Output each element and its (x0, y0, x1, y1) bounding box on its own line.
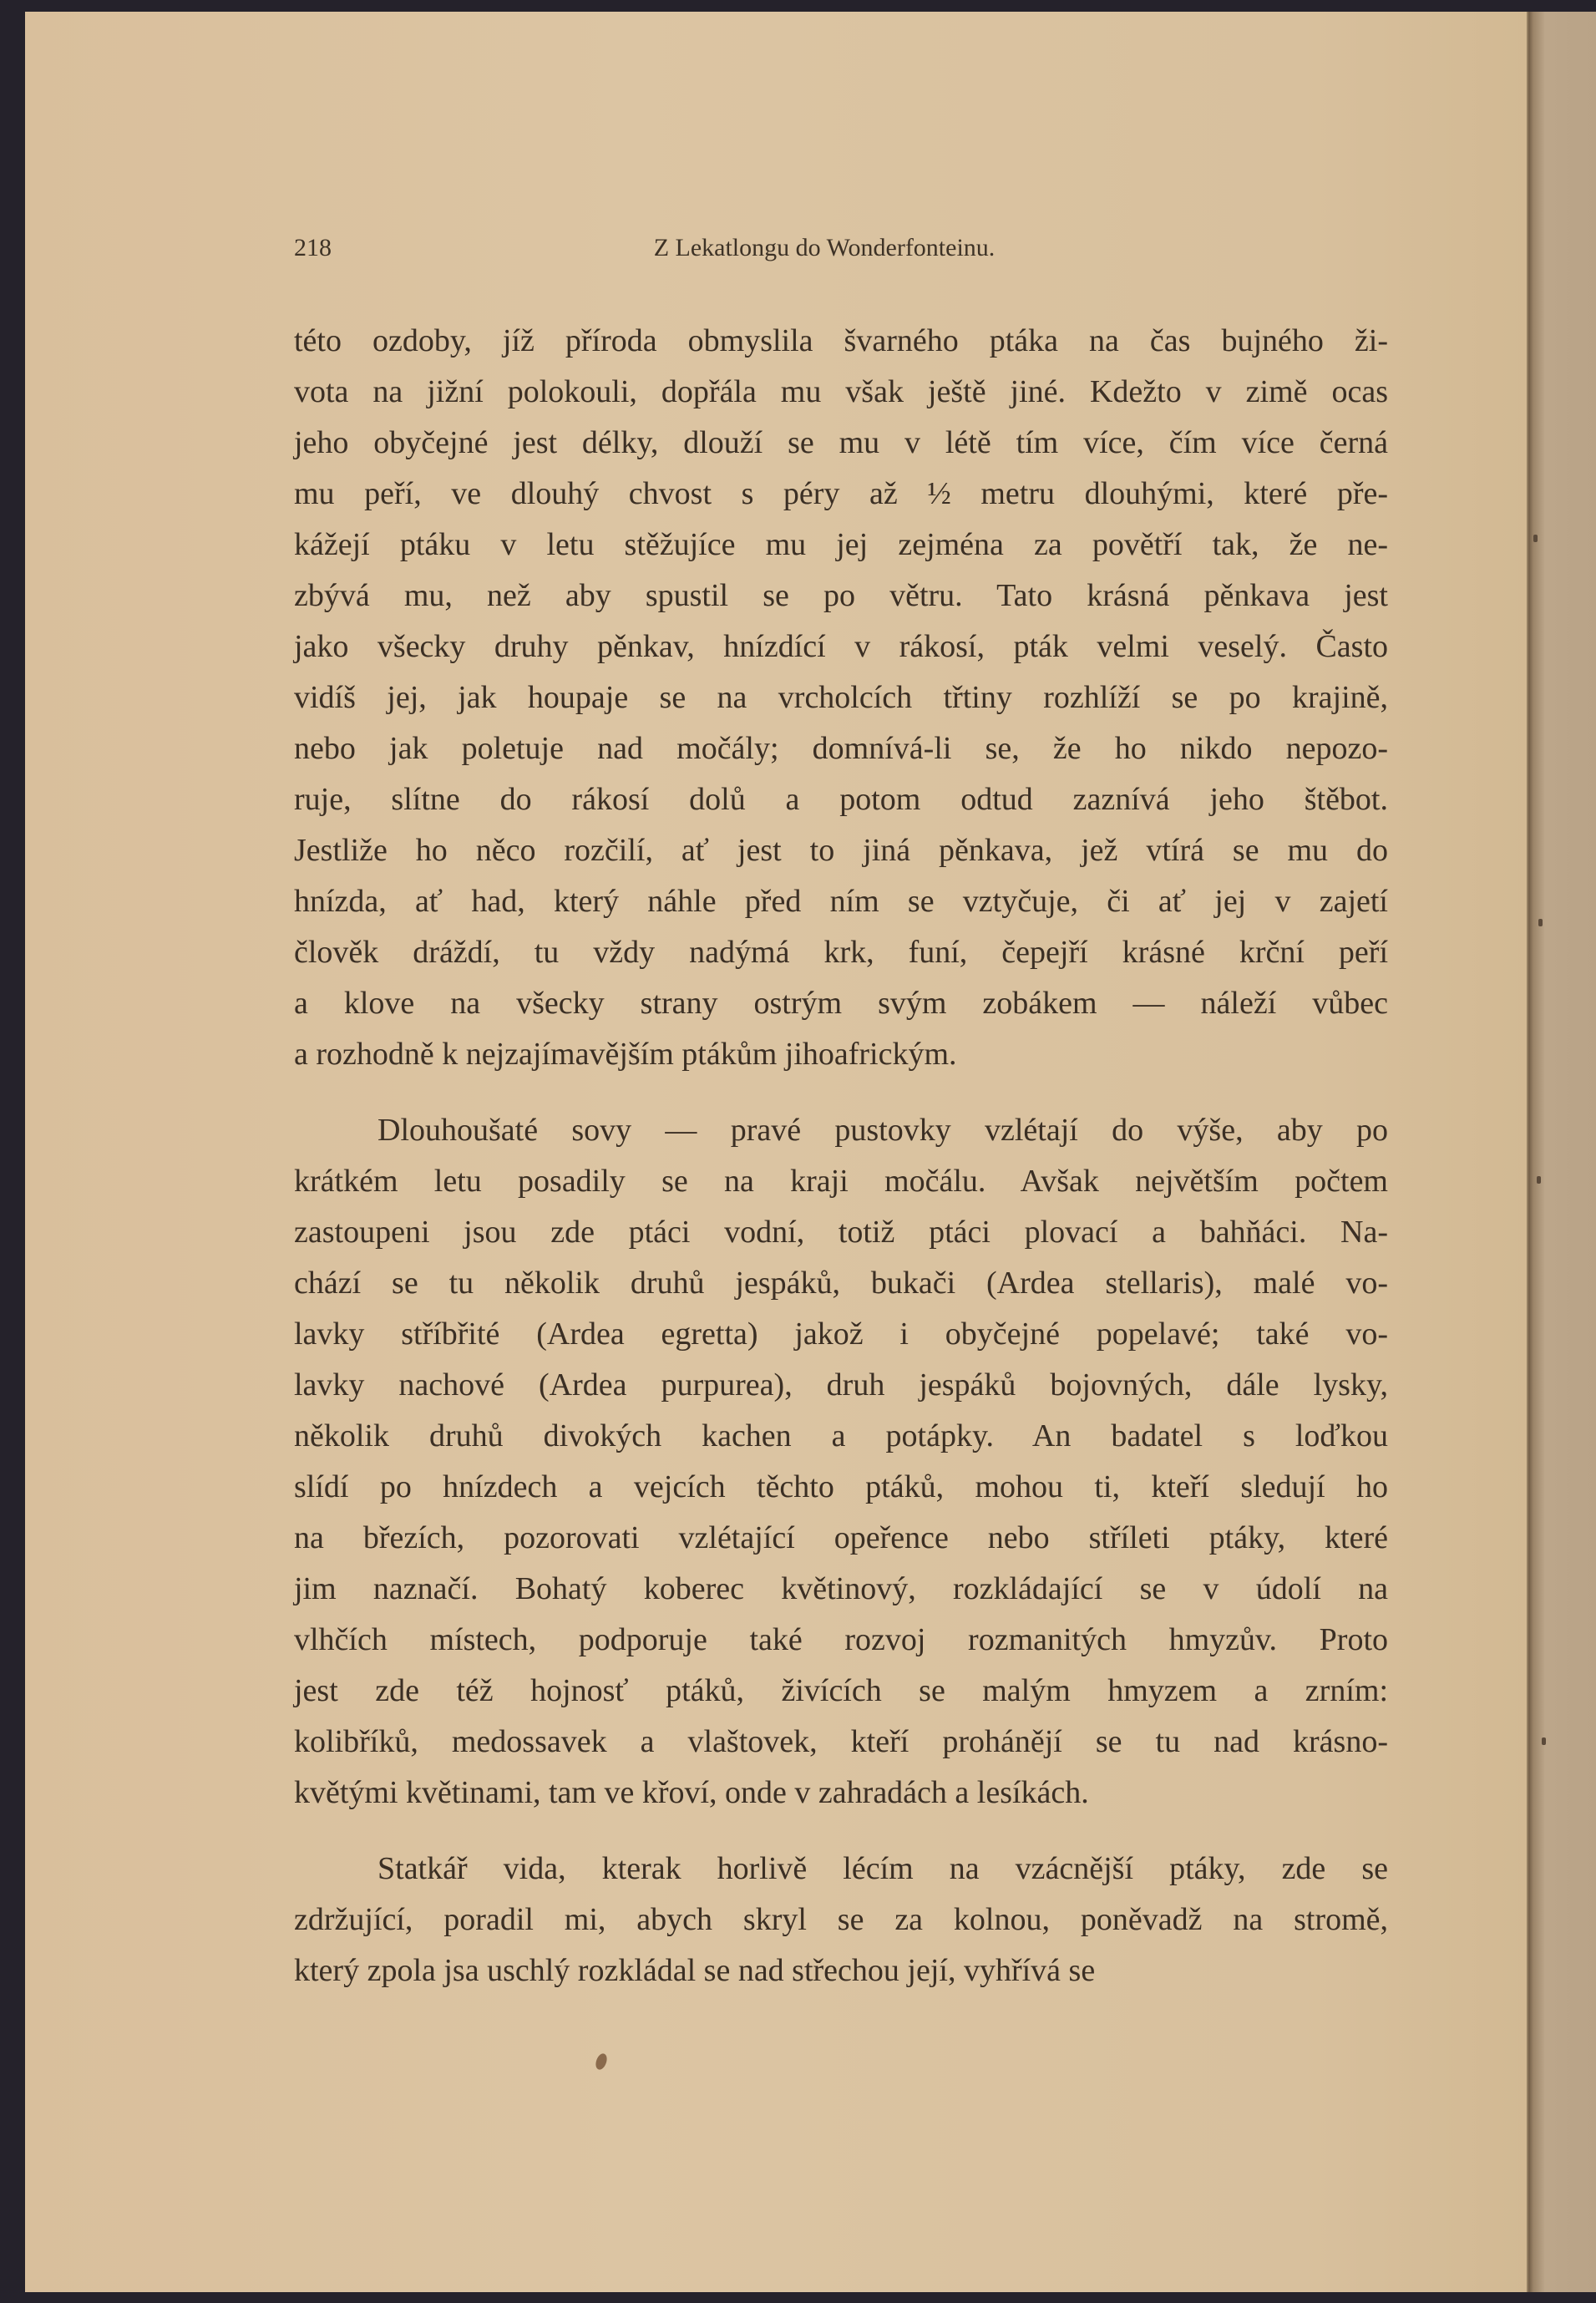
margin-speck (1533, 535, 1538, 542)
margin-speck (1538, 919, 1543, 926)
text-line: mu peří, ve dlouhý chvost s péry až ½ metru dlouhými, které pře- (294, 476, 1388, 511)
running-title: Z Lekatlongu do Wonderfonteinu. (653, 234, 996, 261)
text-line: slídí po hnízdech a vejcích těchto ptáků, mohou ti, kteří sledují ho (294, 1469, 1388, 1504)
page-number: 218 (294, 234, 332, 261)
text-line: nebo jak poletuje nad močály; domnívá-li se, že ho nikdo nepozo- (294, 731, 1388, 766)
paragraph-1 (294, 316, 1388, 1080)
text-line: chází se tu několik druhů jespáků, bukači (Ardea stellaris), malé vo- (294, 1266, 1388, 1301)
text-line: vidíš jej, jak houpaje se na vrcholcích třtiny rozhlíží se po krajině, (294, 680, 1388, 715)
text-line: krátkém letu posadily se na kraji močálu. Avšak největším počtem (294, 1164, 1388, 1199)
text-line: Jestliže ho něco rozčilí, ať jest to jiná pěnkava, jež vtírá se mu do (294, 833, 1388, 868)
paragraph-2 (294, 1105, 1388, 1819)
text-line: kolibříků, medossavek a vlaštovek, kteří prohánějí se tu nad krásno- (294, 1724, 1388, 1759)
adjacent-page-edge (1528, 12, 1596, 2292)
text-line: několik druhů divokých kachen a potápky. An badatel s loďkou (294, 1418, 1388, 1453)
margin-speck (1542, 1737, 1546, 1745)
text-line: květými květinami, tam ve křoví, onde v zahradách a lesíkách. (294, 1775, 1089, 1810)
text-line: a rozhodně k nejzajímavějším ptákům jihoafrickým. (294, 1037, 957, 1072)
page-header (294, 234, 1388, 267)
body-text (294, 316, 1388, 2021)
text-line: kážejí ptáku v letu stěžujíce mu jej zejména za povětří tak, že ne- (294, 527, 1388, 562)
text-line: jeho obyčejné jest délky, dlouží se mu v létě tím více, čím více černá (294, 425, 1388, 460)
text-line: zastoupeni jsou zde ptáci vodní, totiž ptáci plovací a bahňáci. Na- (294, 1215, 1388, 1250)
text-line: jest zde též hojnosť ptáků, živících se malým hmyzem a zrním: (294, 1673, 1388, 1708)
text-line: lavky nachové (Ardea purpurea), druh jespáků bojovných, dále lysky, (294, 1367, 1388, 1403)
text-line: a klove na všecky strany ostrým svým zobákem — náleží vůbec (294, 986, 1388, 1021)
text-line: jako všecky druhy pěnkav, hnízdící v rákosí, pták velmi veselý. Často (294, 629, 1388, 664)
text-line: této ozdoby, jíž příroda obmyslila švarného ptáka na čas bujného ži- (294, 323, 1388, 358)
text-line: vota na jižní polokouli, dopřála mu však ještě jiné. Kdežto v zimě ocas (294, 374, 1388, 409)
text-line: na březích, pozorovati vzlétající opeřence nebo stříleti ptáky, které (294, 1520, 1388, 1555)
text-line: který zpola jsa uschlý rozkládal se nad střechou její, vyhřívá se (294, 1953, 1096, 1988)
text-line: vlhčích místech, podporuje také rozvoj rozmanitých hmyzův. Proto (294, 1622, 1388, 1657)
text-line: Statkář vida, kterak horlivě lécím na vzácnější ptáky, zde se (377, 1851, 1388, 1886)
text-line: lavky stříbřité (Ardea egretta) jakož i obyčejné popelavé; také vo- (294, 1316, 1388, 1352)
text-line: člověk dráždí, tu vždy nadýmá krk, funí, čepejří krásné krční peří (294, 935, 1388, 970)
text-line: zbývá mu, než aby spustil se po větru. Tato krásná pěnkava jest (294, 578, 1388, 613)
margin-speck (1537, 1176, 1541, 1184)
text-line: zdržující, poradil mi, abych skryl se za kolnou, poněvadž na stromě, (294, 1902, 1388, 1937)
text-line: Dlouhoušaté sovy — pravé pustovky vzlétají do výše, aby po (377, 1113, 1388, 1148)
text-line: hnízda, ať had, který náhle před ním se vztyčuje, či ať jej v zajetí (294, 884, 1388, 919)
paragraph-3 (294, 1844, 1388, 1996)
text-line: ruje, slítne do rákosí dolů a potom odtud zaznívá jeho štěbot. (294, 782, 1388, 817)
text-line: jim naznačí. Bohatý koberec květinový, rozkládající se v údolí na (294, 1571, 1388, 1606)
